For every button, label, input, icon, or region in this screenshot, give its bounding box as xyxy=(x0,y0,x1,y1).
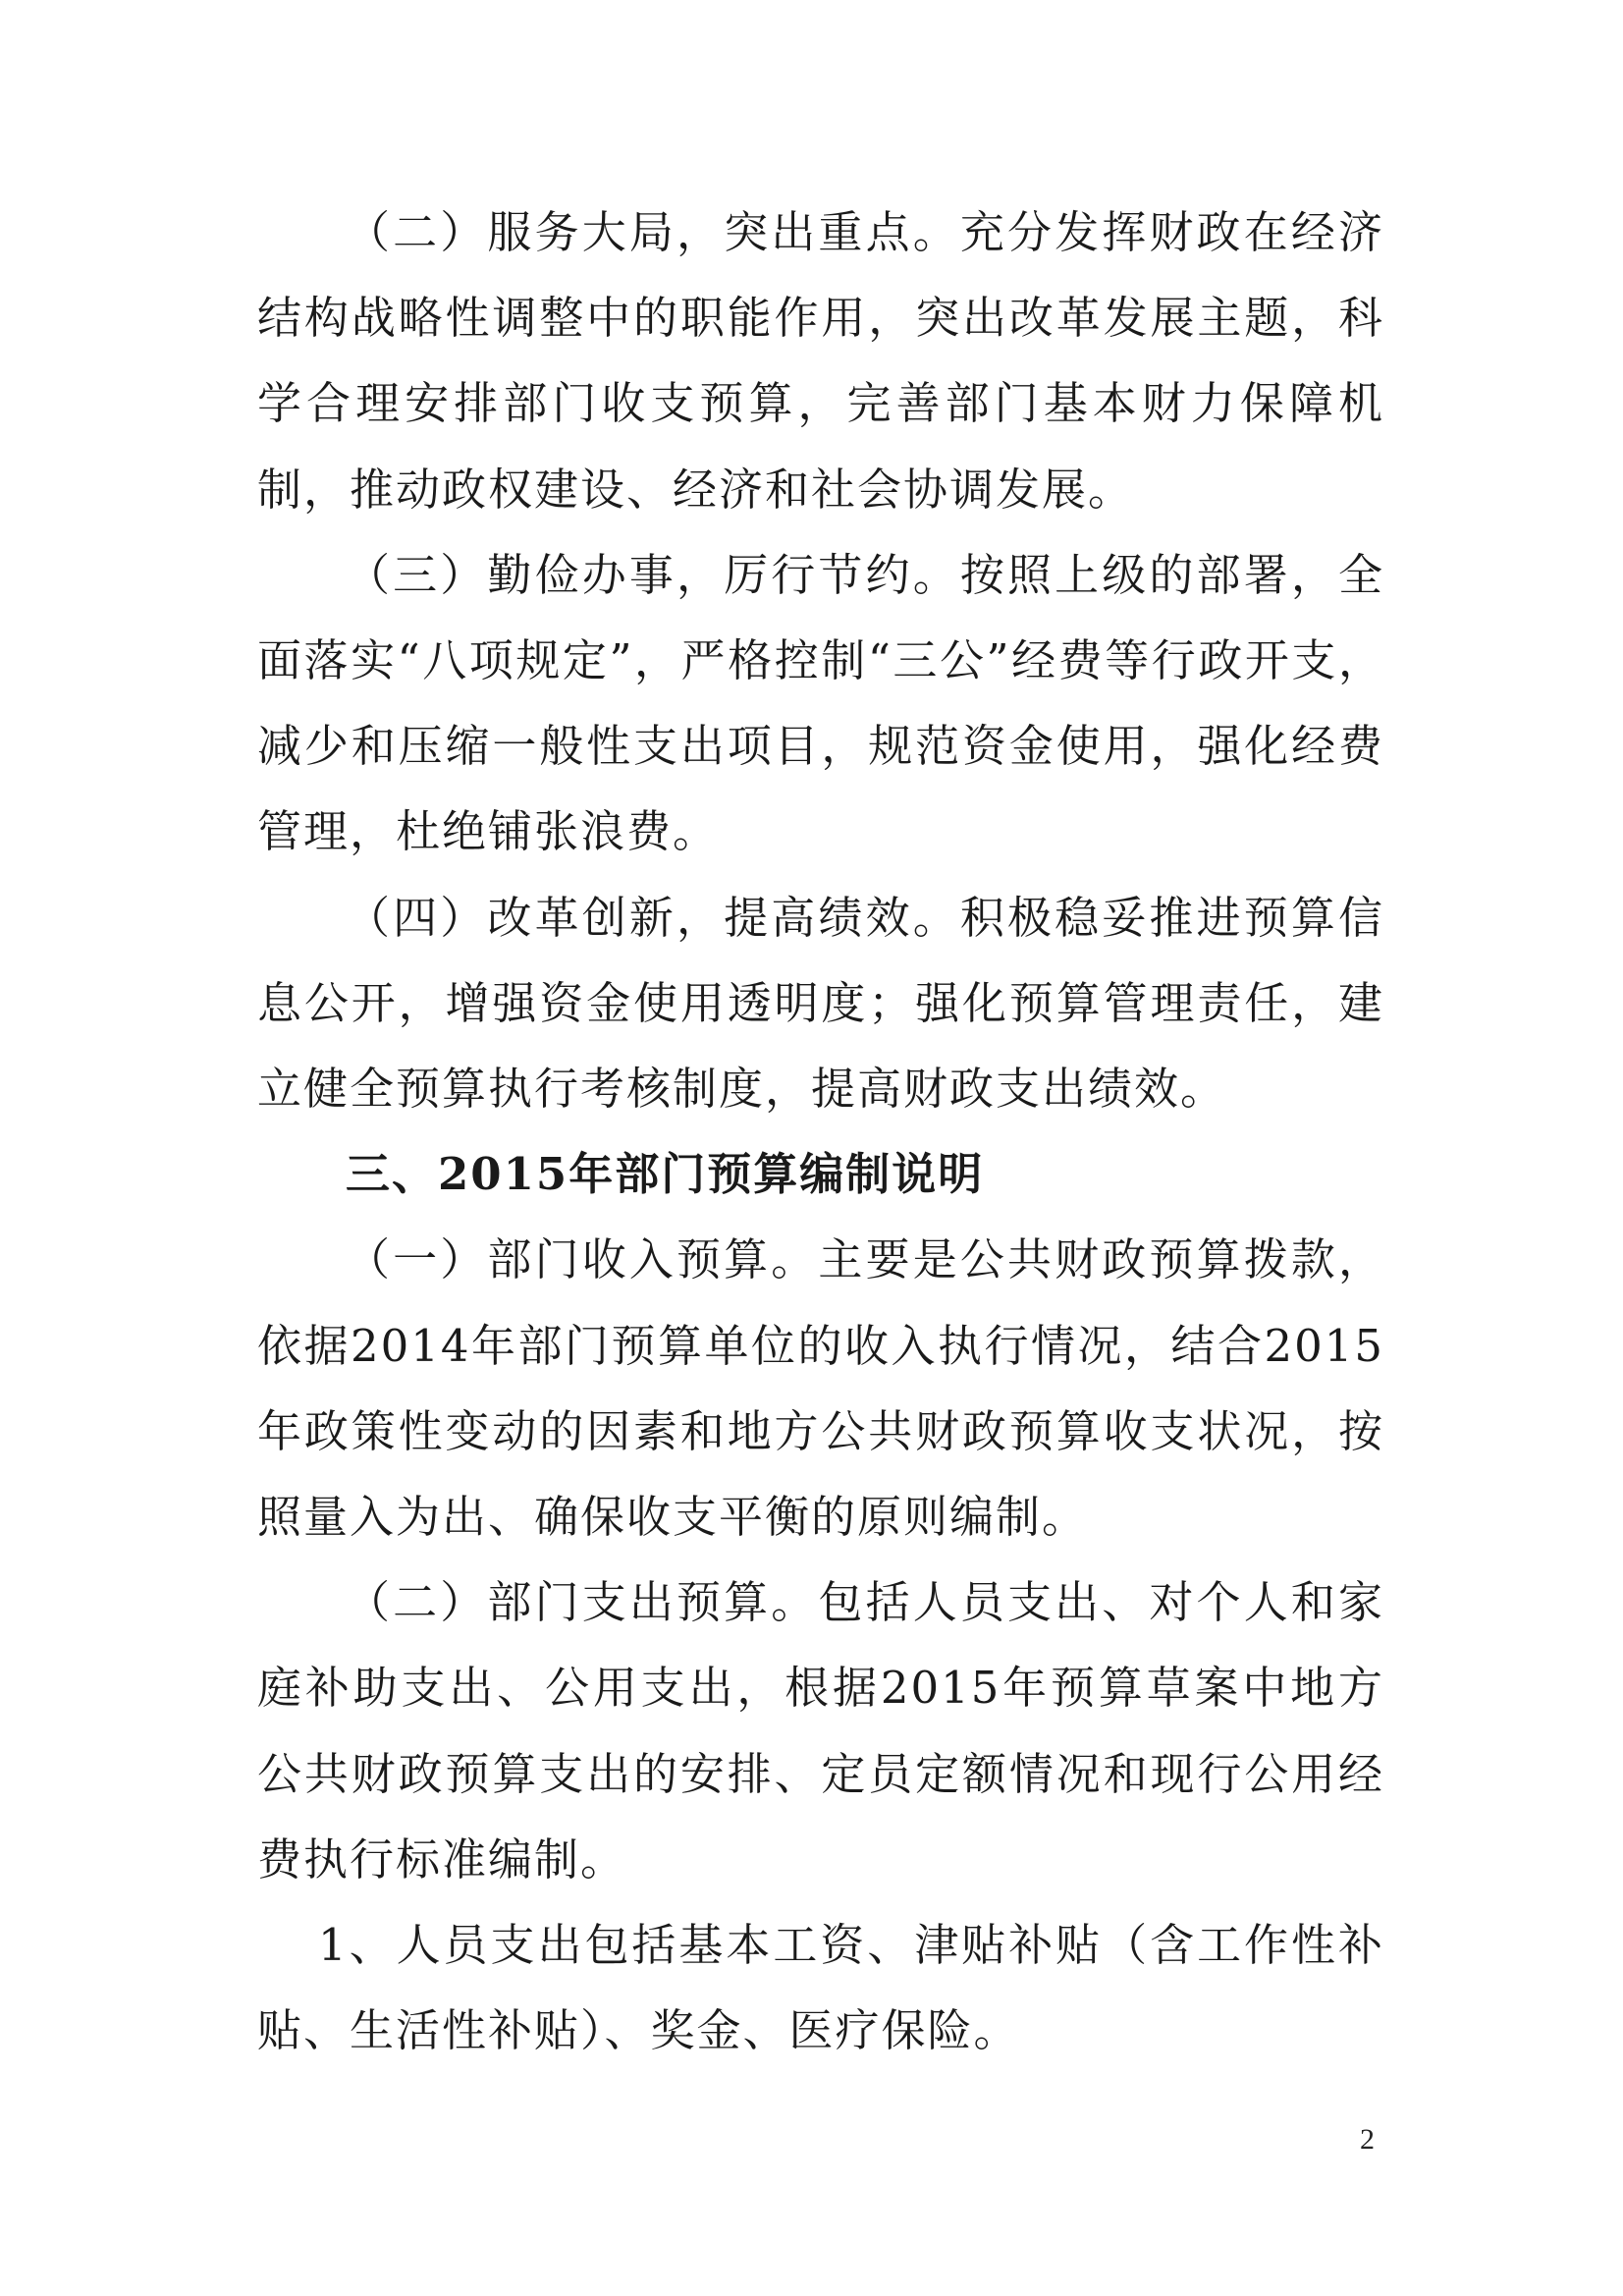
paragraph-thrift: （三）勤俭办事，厉行节约。按照上级的部署，全面落实“八项规定”，严格控制“三公”经费等行政开支，减少和压缩一般性支出项目，规范资金使用，强化经费管理，杜绝铺张浪费。 xyxy=(257,548,1384,858)
paragraph-reform: （四）改革创新，提高绩效。积极稳妥推进预算信息公开，增强资金使用透明度；强化预算管理责任，建立健全预算执行考核制度，提高财政支出绩效。 xyxy=(257,891,1384,1116)
paragraph-personnel-expense: 1、人员支出包括基本工资、津贴补贴（含工作性补贴、生活性补贴）、奖金、医疗保险。 xyxy=(257,1919,1384,2057)
paragraph-expense-budget: （二）部门支出预算。包括人员支出、对个人和家庭补助支出、公用支出，根据2015年预算草案中地方公共财政预算支出的安排、定员定额情况和现行公用经费执行标准编制。 xyxy=(257,1576,1384,1886)
page-number: 2 xyxy=(1360,2123,1375,2156)
paragraph-income-budget: （一）部门收入预算。主要是公共财政预算拨款，依据2014年部门预算单位的收入执行情况，结合2015年政策性变动的因素和地方公共财政预算收支状况，按照量入为出、确保收支平衡的原则编制。 xyxy=(257,1233,1384,1544)
document-body xyxy=(257,190,1384,2073)
section-heading: 三、2015年部门预算编制说明 xyxy=(346,1148,985,1201)
paragraph-serve-overall: （二）服务大局，突出重点。充分发挥财政在经济结构战略性调整中的职能作用，突出改革发展主题，科学合理安排部门收支预算，完善部门基本财力保障机制，推动政权建设、经济和社会协调发展。 xyxy=(257,206,1384,516)
